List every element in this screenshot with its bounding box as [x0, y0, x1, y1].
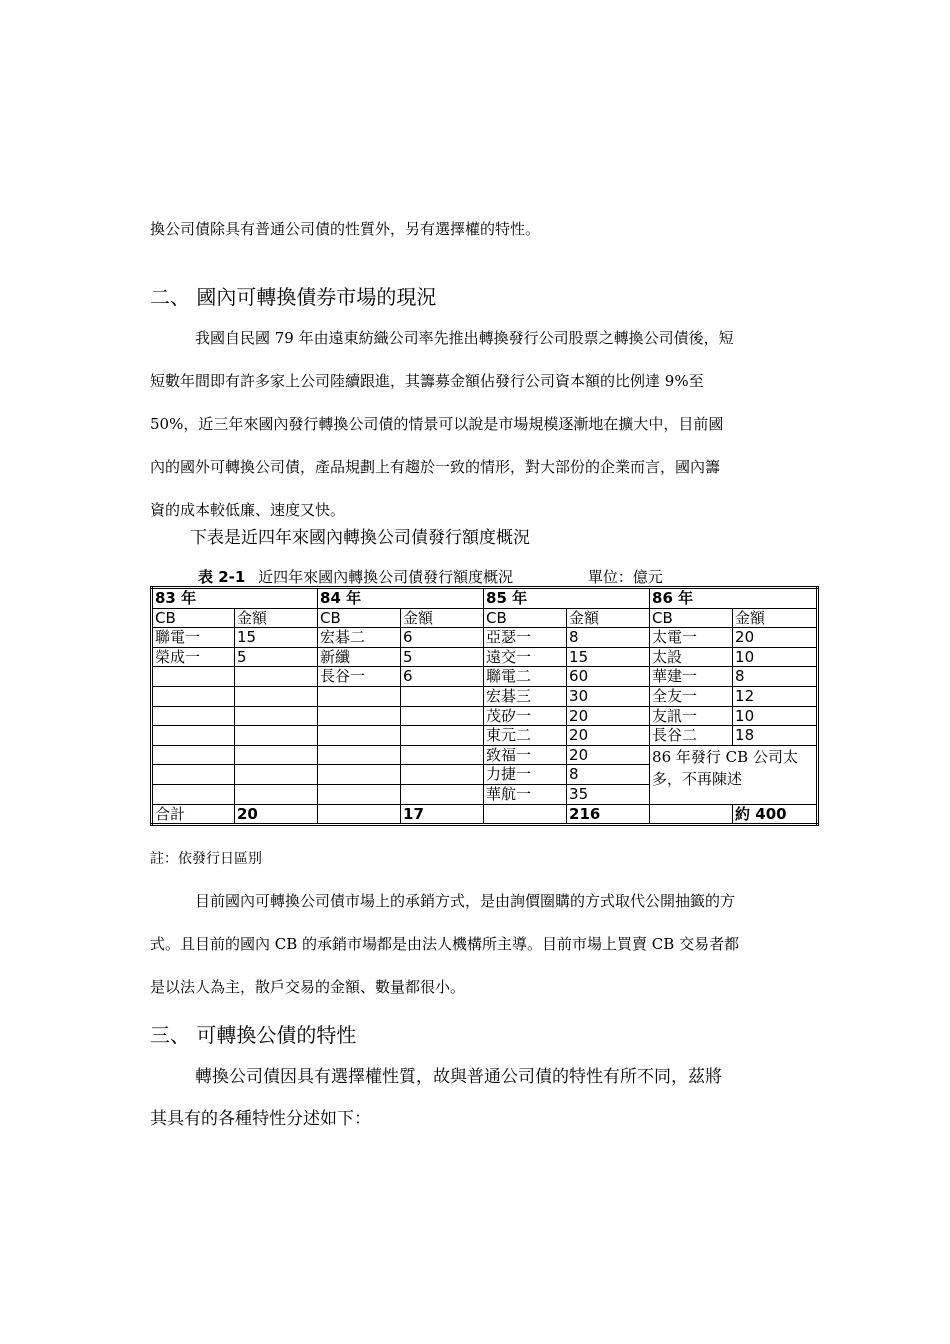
cb-name: 宏碁二	[318, 628, 401, 648]
cb-amount	[235, 784, 318, 804]
cb-amount: 6	[401, 667, 484, 687]
table-row	[152, 706, 818, 726]
cb-name: 力捷一	[484, 765, 567, 785]
cb-amount: 18	[733, 726, 818, 746]
cb-amount	[235, 745, 318, 765]
table-row	[152, 726, 818, 746]
cb-amount: 30	[567, 686, 650, 706]
cb-name: 長谷二	[650, 726, 733, 746]
cb-issuance-table	[150, 586, 819, 826]
cb-amount	[401, 686, 484, 706]
cb-amount	[235, 726, 318, 746]
cb-name: 致福一	[484, 745, 567, 765]
cb-amount: 20	[567, 726, 650, 746]
cb-amount: 15	[235, 628, 318, 648]
cb-amount: 15	[567, 647, 650, 667]
cb-amount: 35	[567, 784, 650, 804]
year-83: 83 年	[152, 588, 318, 609]
header-row	[152, 608, 818, 628]
cb-name: 新纖	[318, 647, 401, 667]
table-row	[152, 686, 818, 706]
cb-name	[318, 706, 401, 726]
cb-amount: 20	[733, 628, 818, 648]
cb-amount: 10	[733, 706, 818, 726]
empty-cell	[318, 804, 401, 825]
cb-name: 華建一	[650, 667, 733, 687]
table-label: 表 2-1	[198, 568, 246, 586]
section-2-heading: 二、 國內可轉換債券市場的現況	[150, 285, 437, 309]
total-85: 216	[567, 804, 650, 825]
section-3-paragraph	[150, 1056, 722, 1140]
text-line: 我國自民國 79 年由遠東紡織公司率先推出轉換發行公司股票之轉換公司債後，短	[195, 329, 734, 347]
cb-amount: 10	[733, 647, 818, 667]
cb-amount	[401, 765, 484, 785]
cb-name: 長谷一	[318, 667, 401, 687]
cb-amount	[235, 667, 318, 687]
total-84: 17	[401, 804, 484, 825]
total-label: 合計	[152, 804, 235, 825]
col-amount: 金額	[401, 608, 484, 628]
table-intro: 下表是近四年來國內轉換公司債發行額度概況	[190, 528, 530, 548]
cb-name	[152, 706, 235, 726]
year-85: 85 年	[484, 588, 650, 609]
col-cb: CB	[650, 608, 733, 628]
cb-name: 太電一	[650, 628, 733, 648]
table-row	[152, 667, 818, 687]
cb-name: 聯電一	[152, 628, 235, 648]
total-83: 20	[235, 804, 318, 825]
year-84: 84 年	[318, 588, 484, 609]
intro-line: 換公司債除具有普通公司債的性質外，另有選擇權的特性。	[150, 220, 541, 238]
cb-amount	[235, 765, 318, 785]
table-title: 近四年來國內轉換公司債發行額度概況	[258, 568, 514, 586]
cb-amount: 60	[567, 667, 650, 687]
cb-name	[318, 745, 401, 765]
cb-name	[152, 726, 235, 746]
table-row	[152, 628, 818, 648]
cb-amount: 8	[567, 765, 650, 785]
total-row	[152, 804, 818, 825]
cb-name: 友訊一	[650, 706, 733, 726]
empty-cell	[650, 804, 733, 825]
cb-amount: 6	[401, 628, 484, 648]
cb-name: 全友一	[650, 686, 733, 706]
cb-name	[318, 784, 401, 804]
text-line: 其具有的各種特性分述如下：	[150, 1109, 371, 1129]
text-line: 式。且目前的國內 CB 的承銷市場都是由法人機構所主導。目前市場上買賣 CB 交易者都	[150, 935, 740, 953]
cb-name	[318, 686, 401, 706]
cb-amount: 8	[567, 628, 650, 648]
table-row	[152, 647, 818, 667]
cb-amount	[401, 745, 484, 765]
cb-name	[318, 726, 401, 746]
year-row	[152, 588, 818, 609]
year-86-note: 86 年發行 CB 公司太多，不再陳述	[650, 745, 818, 804]
cb-name: 榮成一	[152, 647, 235, 667]
cb-amount: 20	[567, 745, 650, 765]
cb-name: 遠交一	[484, 647, 567, 667]
cb-amount	[401, 726, 484, 746]
col-amount: 金額	[567, 608, 650, 628]
cb-amount: 20	[567, 706, 650, 726]
cb-amount: 5	[401, 647, 484, 667]
text-line: 50%，近三年來國內發行轉換公司債的情景可以說是市場規模逐漸地在擴大中，目前國	[150, 415, 724, 433]
cb-amount: 5	[235, 647, 318, 667]
section-3-heading: 三、 可轉換公債的特性	[150, 1023, 357, 1047]
table-row	[152, 745, 818, 765]
cb-amount	[235, 686, 318, 706]
cb-name	[152, 667, 235, 687]
text-line: 目前國內可轉換公司債市場上的承銷方式，是由詢價圈購的方式取代公開抽籤的方	[195, 892, 736, 910]
col-cb: CB	[152, 608, 235, 628]
cb-name: 東元二	[484, 726, 567, 746]
table-unit: 單位：億元	[587, 568, 663, 586]
text-line: 轉換公司債因具有選擇權性質，故與普通公司債的特性有所不同，茲將	[195, 1067, 722, 1087]
cb-name: 太設	[650, 647, 733, 667]
text-line: 短數年間即有許多家上公司陸續跟進，其籌募金額佔發行公司資本額的比例達 9%至	[150, 372, 704, 390]
text-line: 資的成本較低廉、速度又快。	[150, 501, 346, 519]
cb-name: 聯電二	[484, 667, 567, 687]
section-2-paragraph-2	[150, 880, 739, 1009]
text-line: 內的國外可轉換公司債，產品規劃上有趨於一致的情形，對大部份的企業而言，國內籌	[150, 458, 721, 476]
table-footnote: 註：依發行日區別	[150, 851, 262, 867]
table-caption	[198, 566, 663, 587]
col-cb: CB	[484, 608, 567, 628]
cb-name	[152, 745, 235, 765]
section-2-paragraph-1	[150, 317, 734, 532]
cb-name	[318, 765, 401, 785]
cb-name: 茂矽一	[484, 706, 567, 726]
col-amount: 金額	[733, 608, 818, 628]
text-line: 是以法人為主，散戶交易的金額、數量都很小。	[150, 978, 466, 996]
cb-amount	[401, 706, 484, 726]
total-86: 約 400	[733, 804, 818, 825]
empty-cell	[484, 804, 567, 825]
cb-name	[152, 686, 235, 706]
cb-name: 華航一	[484, 784, 567, 804]
cb-name: 宏碁三	[484, 686, 567, 706]
cb-name: 亞瑟一	[484, 628, 567, 648]
cb-name	[152, 784, 235, 804]
cb-amount	[401, 784, 484, 804]
cb-name	[152, 765, 235, 785]
year-86: 86 年	[650, 588, 818, 609]
col-amount: 金額	[235, 608, 318, 628]
col-cb: CB	[318, 608, 401, 628]
cb-amount: 12	[733, 686, 818, 706]
cb-amount	[235, 706, 318, 726]
cb-amount: 8	[733, 667, 818, 687]
